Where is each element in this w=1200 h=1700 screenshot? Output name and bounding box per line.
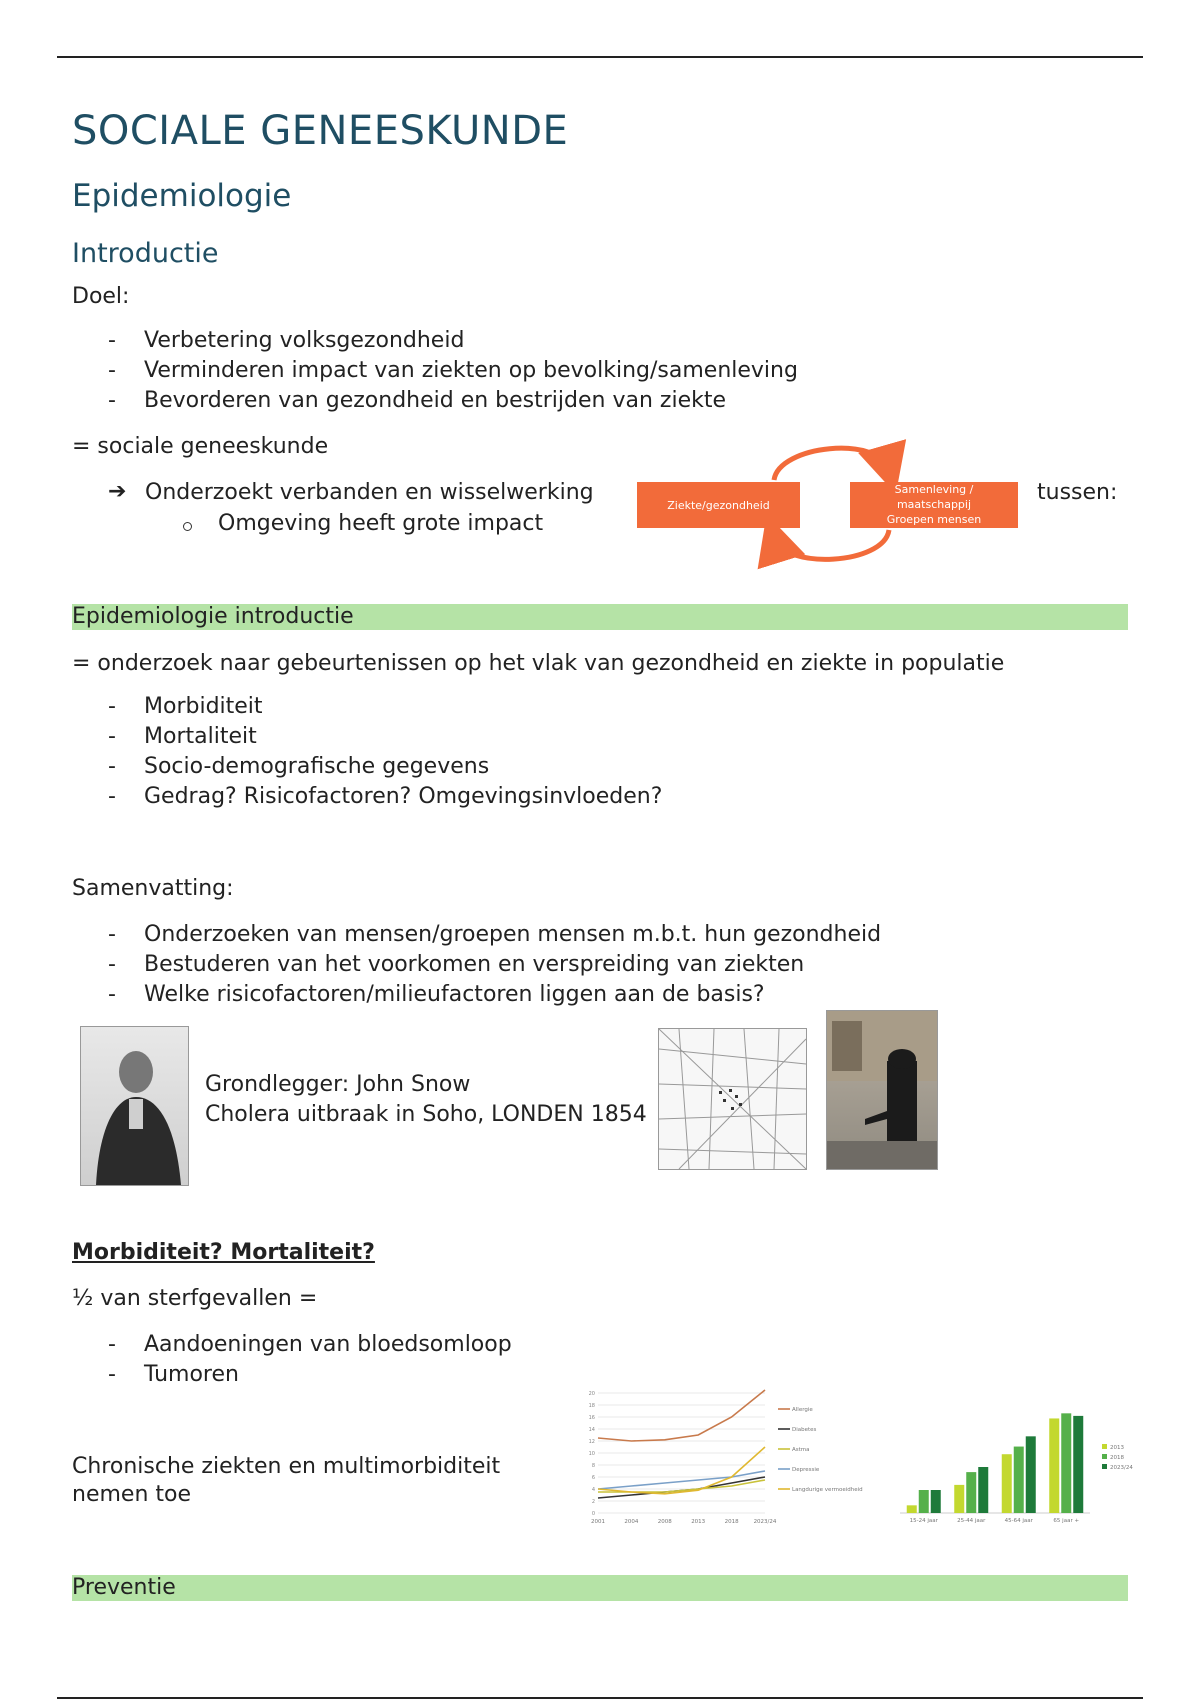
y-tick-label: 6 bbox=[591, 1475, 595, 1481]
list-item: - Welke risicofactoren/milieufactoren liggen aan de basis? bbox=[72, 980, 881, 1010]
page-title: SOCIALE GENEESKUNDE bbox=[72, 108, 569, 154]
list-item: - Verbetering volksgezondheid bbox=[72, 326, 798, 356]
diagram-box-right-line: Samenleving / bbox=[894, 483, 974, 496]
bar bbox=[1014, 1447, 1024, 1513]
legend-swatch bbox=[1102, 1454, 1107, 1459]
y-tick-label: 12 bbox=[588, 1439, 595, 1445]
top-rule bbox=[57, 56, 1143, 58]
sterf-list bbox=[72, 1330, 512, 1390]
list-item: - Verminderen impact van ziekten op bevolking/samenleving bbox=[72, 356, 798, 386]
circle-bullet-icon bbox=[183, 522, 192, 531]
bottom-rule bbox=[57, 1697, 1143, 1699]
x-tick-label: 25-44 jaar bbox=[957, 1518, 986, 1524]
list-item: - Aandoeningen van bloedsomloop bbox=[72, 1330, 512, 1360]
chronisch-line-1: Chronische ziekten en multimorbiditeit bbox=[72, 1454, 501, 1479]
samenvatting-list bbox=[72, 920, 881, 1010]
x-tick-label: 2008 bbox=[657, 1519, 672, 1525]
epi-list bbox=[72, 692, 662, 812]
bar bbox=[1002, 1454, 1012, 1513]
chronic-disease-line-chart bbox=[580, 1385, 863, 1535]
john-snow-portrait bbox=[80, 1026, 189, 1186]
x-tick-label: 2023/24 bbox=[753, 1519, 777, 1525]
epi-definition: = onderzoek naar gebeurtenissen op het vlak van gezondheid en ziekte in populatie bbox=[72, 651, 1005, 676]
snow-line-1: Grondlegger: John Snow bbox=[205, 1072, 471, 1097]
x-tick-label: 2013 bbox=[691, 1519, 706, 1525]
list-item: - Tumoren bbox=[72, 1360, 512, 1390]
diagram-box-right-line: Groepen mensen bbox=[886, 513, 982, 526]
diagram-box-right-line: maatschappij bbox=[896, 498, 972, 511]
cycle-diagram bbox=[634, 440, 1024, 568]
list-item: - Onderzoeken van mensen/groepen mensen m.b.t. hun gezondheid bbox=[72, 920, 881, 950]
bar bbox=[1073, 1416, 1083, 1513]
diagram-box-left: Ziekte/gezondheid bbox=[637, 482, 800, 528]
x-tick-label: 2018 bbox=[724, 1519, 739, 1525]
highlight-heading-preventie: Preventie bbox=[72, 1575, 1128, 1601]
bar bbox=[931, 1490, 941, 1513]
y-tick-label: 14 bbox=[588, 1427, 595, 1433]
series-line bbox=[598, 1471, 765, 1489]
legend-label: 2023/24 bbox=[1110, 1465, 1133, 1471]
y-tick-label: 18 bbox=[588, 1403, 595, 1409]
section-heading-epidemiologie: Epidemiologie bbox=[72, 178, 292, 214]
section-heading-introductie: Introductie bbox=[72, 238, 219, 269]
x-tick-label: 65 jaar + bbox=[1053, 1518, 1080, 1524]
highlight-heading-epidemiologie-introductie: Epidemiologie introductie bbox=[72, 604, 1128, 630]
bar bbox=[954, 1485, 964, 1513]
y-tick-label: 10 bbox=[588, 1451, 595, 1457]
list-item: - Morbiditeit bbox=[72, 692, 662, 722]
series-line bbox=[598, 1390, 765, 1441]
sterf-label: ½ van sterfgevallen = bbox=[72, 1286, 318, 1311]
x-tick-label: 2004 bbox=[624, 1519, 639, 1525]
y-tick-label: 20 bbox=[588, 1391, 595, 1397]
list-item: - Bestuderen van het voorkomen en verspreiding van ziekten bbox=[72, 950, 881, 980]
bar bbox=[1026, 1436, 1036, 1513]
x-tick-label: 15-24 jaar bbox=[909, 1518, 938, 1524]
snow-line-2: Cholera uitbraak in Soho, LONDEN 1854 bbox=[205, 1102, 647, 1127]
legend-label: Depressie bbox=[792, 1467, 820, 1473]
list-item: - Gedrag? Risicofactoren? Omgevingsinvloeden? bbox=[72, 782, 662, 812]
arrow-bullet-text: Onderzoekt verbanden en wisselwerking bbox=[145, 480, 594, 505]
diagram-box-right bbox=[850, 482, 1018, 528]
water-pump-photo bbox=[826, 1010, 938, 1170]
y-tick-label: 0 bbox=[591, 1511, 595, 1517]
legend-swatch bbox=[1102, 1464, 1107, 1469]
bar bbox=[919, 1490, 929, 1513]
sociale-definition: = sociale geneeskunde bbox=[72, 434, 329, 459]
list-item: - Bevorderen van gezondheid en bestrijden van ziekte bbox=[72, 386, 798, 416]
legend-label: Astma bbox=[792, 1447, 810, 1453]
legend-swatch bbox=[1102, 1444, 1107, 1449]
morbiditeit-heading: Morbiditeit? Mortaliteit? bbox=[72, 1240, 375, 1265]
list-item: - Socio-demografische gegevens bbox=[72, 752, 662, 782]
legend-label: 2018 bbox=[1110, 1455, 1124, 1461]
legend-label: Langdurige vermoeidheid bbox=[792, 1487, 863, 1493]
legend-label: Allergie bbox=[792, 1407, 813, 1413]
y-tick-label: 8 bbox=[591, 1463, 595, 1469]
multimorbidity-bar-chart bbox=[880, 1390, 1140, 1535]
list-item: - Mortaliteit bbox=[72, 722, 662, 752]
x-tick-label: 45-64 jaar bbox=[1004, 1518, 1033, 1524]
bar bbox=[1049, 1418, 1059, 1513]
chronisch-line-2: nemen toe bbox=[72, 1482, 192, 1507]
bar bbox=[966, 1472, 976, 1513]
samenvatting-label: Samenvatting: bbox=[72, 876, 234, 901]
doel-list bbox=[72, 326, 798, 416]
legend-label: Diabetes bbox=[792, 1427, 817, 1433]
y-tick-label: 16 bbox=[588, 1415, 595, 1421]
y-tick-label: 4 bbox=[591, 1487, 595, 1493]
sub-bullet-text: Omgeving heeft grote impact bbox=[218, 511, 544, 536]
y-tick-label: 2 bbox=[591, 1499, 595, 1505]
bar bbox=[978, 1467, 988, 1513]
bar bbox=[1061, 1413, 1071, 1513]
bar bbox=[907, 1505, 917, 1513]
x-tick-label: 2001 bbox=[591, 1519, 605, 1525]
legend-label: 2013 bbox=[1110, 1445, 1124, 1451]
doel-label: Doel: bbox=[72, 284, 130, 309]
cholera-map-image bbox=[658, 1028, 807, 1170]
tussen-label: tussen: bbox=[1037, 480, 1118, 505]
arrow-bullet-icon: ➔ bbox=[108, 479, 127, 504]
